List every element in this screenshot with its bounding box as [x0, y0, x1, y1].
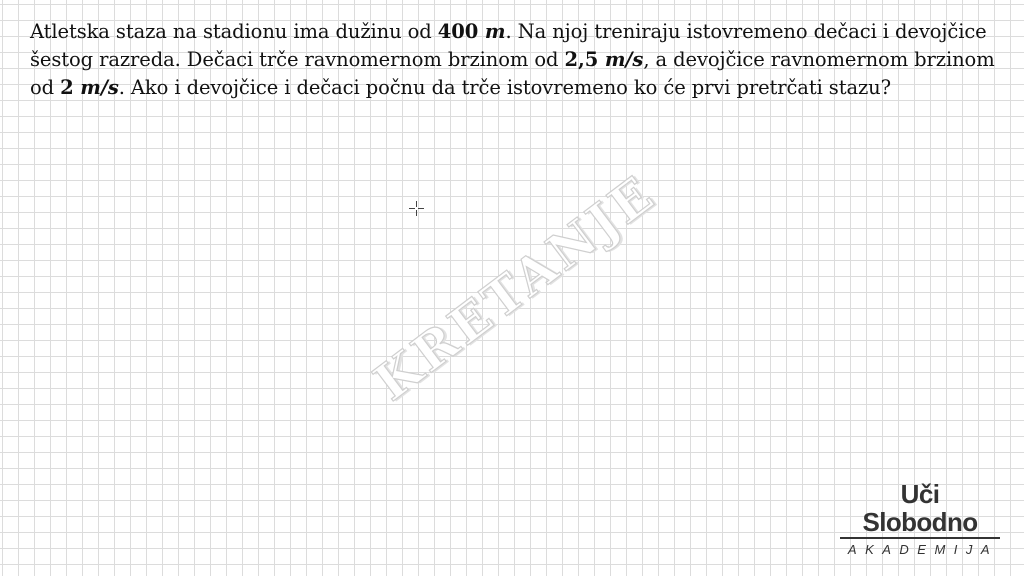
track-length-value: 400 [437, 20, 479, 43]
problem-text-part-2: . Na njoj treniraju istovremeno dečaci i devojčice šestog razreda. Dečaci trče ravnomernom brzinom od [30, 20, 987, 71]
girls-speed [60, 76, 119, 99]
girls-speed-value: 2 [60, 76, 74, 99]
logo [840, 480, 1000, 558]
problem-text-part-1: Atletska staza na stadionu ima dužinu od [30, 20, 438, 43]
boys-speed-unit: m/s [604, 48, 644, 71]
problem-text [30, 18, 1010, 102]
problem-text-part-4: . Ako i devojčice i dečaci počnu da trče istovremeno ko će prvi pretrčati stazu? [118, 76, 891, 99]
watermark: KRETANJE [363, 162, 667, 413]
boys-speed [565, 48, 644, 71]
track-length [438, 20, 506, 43]
crosshair-cursor-icon [408, 200, 425, 217]
logo-divider [840, 537, 1000, 539]
track-length-unit: m [484, 20, 506, 43]
girls-speed-unit: m/s [80, 76, 119, 99]
logo-title: Uči Slobodno [862, 479, 978, 537]
boys-speed-value: 2,5 [564, 48, 599, 71]
problem-text-part-3: , a devojčice ravnomernom brzinom od [30, 48, 995, 99]
logo-subtitle: AKADEMIJA [847, 542, 999, 557]
